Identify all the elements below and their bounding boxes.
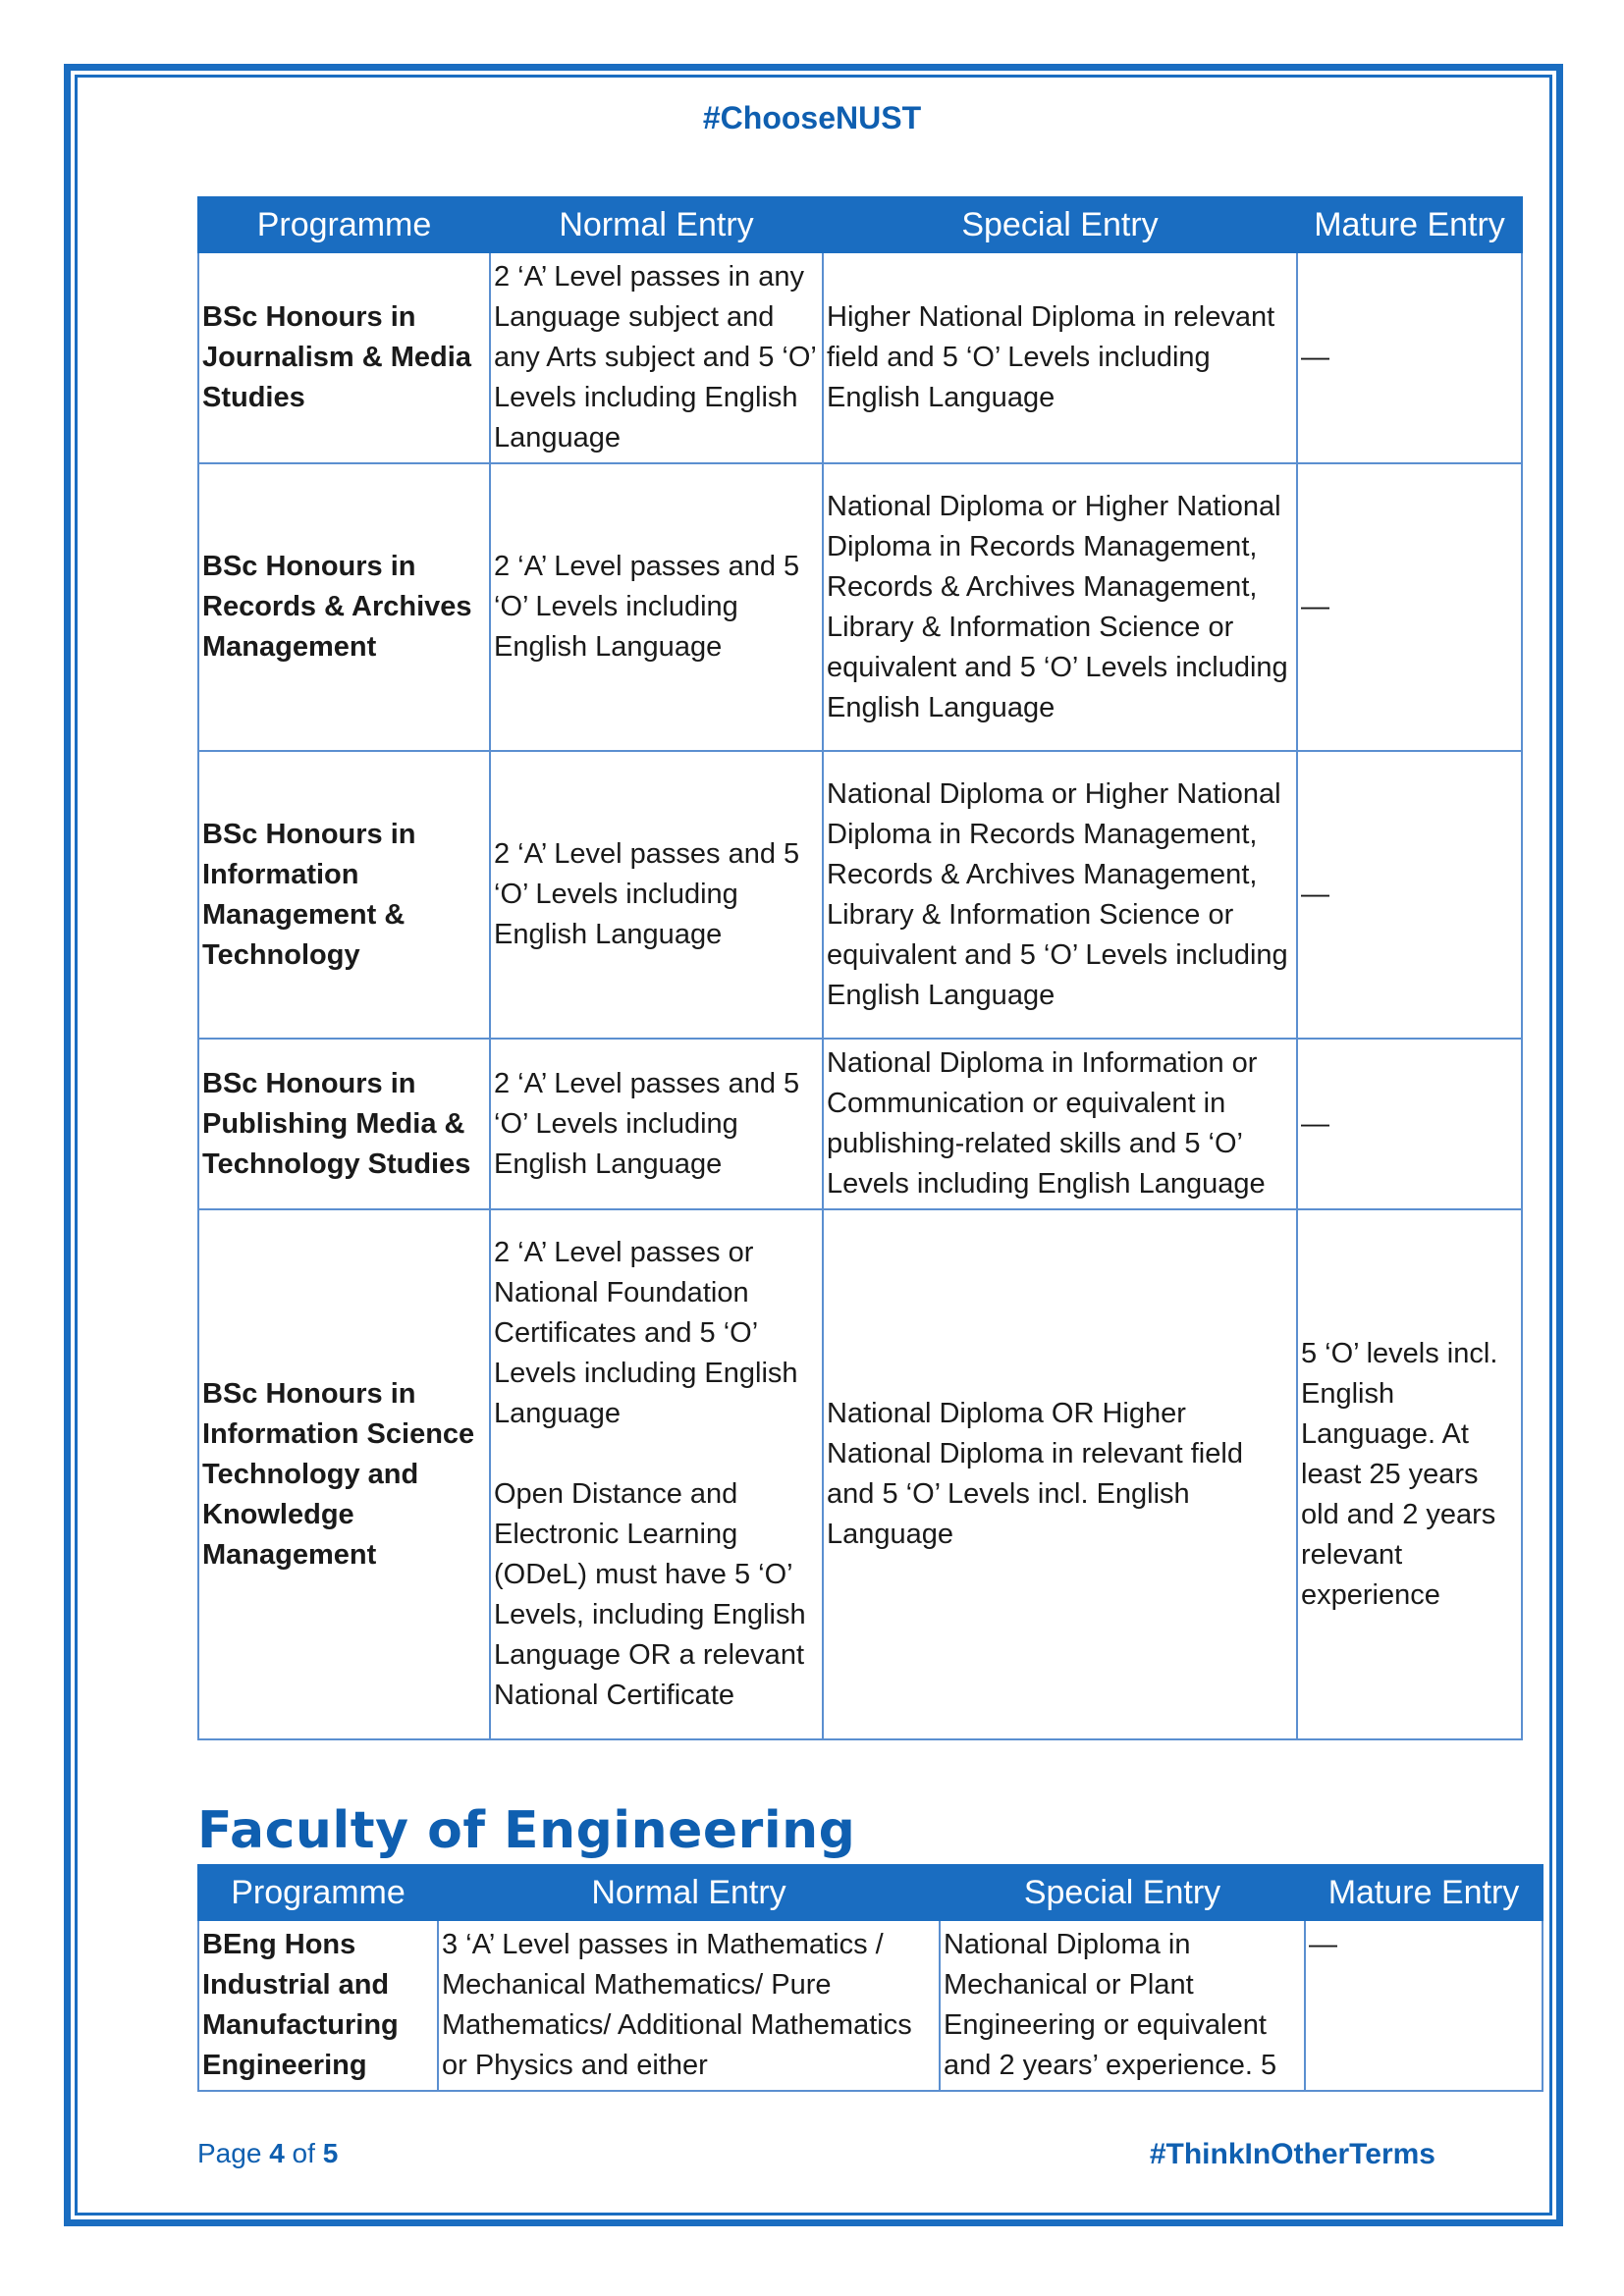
table-header-row	[198, 197, 1522, 252]
cell-programme: BEng Hons Industrial and Manufacturing Engineering	[198, 1920, 438, 2091]
cell-special-entry: National Diploma in Information or Communication or equivalent in publishing-related skills and 5 ‘O’ Levels including English Language	[823, 1039, 1297, 1209]
table-row	[198, 463, 1522, 751]
table-header-row	[198, 1865, 1543, 1920]
cell-mature-entry: —	[1297, 1039, 1522, 1209]
cell-mature-entry: —	[1297, 751, 1522, 1039]
cell-special-entry: National Diploma or Higher National Diploma in Records Management, Records & Archives Management, Library & Information Science or equivalent and 5 ‘O’ Levels including English Language	[823, 463, 1297, 751]
cell-normal-entry: 2 ‘A’ Level passes in any Language subject and any Arts subject and 5 ‘O’ Levels including English Language	[490, 252, 823, 463]
cell-programme: BSc Honours in Records & Archives Management	[198, 463, 490, 751]
table-row	[198, 252, 1522, 463]
cell-normal-entry: 2 ‘A’ Level passes and 5 ‘O’ Levels including English Language	[490, 1039, 823, 1209]
cell-programme: BSc Honours in Publishing Media & Technology Studies	[198, 1039, 490, 1209]
table-row	[198, 1209, 1522, 1739]
column-header-programme: Programme	[198, 197, 490, 252]
header-hashtag: #ChooseNUST	[702, 100, 922, 135]
footer-hashtag: #ThinkInOtherTerms	[1149, 2138, 1435, 2170]
cell-normal-entry: 2 ‘A’ Level passes or National Foundation Certificates and 5 ‘O’ Levels including English Language Open Distance and Electronic Learning (ODeL) must have 5 ‘O’ Levels, including English Language OR a relevant National Certificate	[490, 1209, 823, 1739]
cell-mature-entry: —	[1297, 463, 1522, 751]
column-header-mature-entry: Mature Entry	[1305, 1865, 1543, 1920]
cell-mature-entry: —	[1297, 252, 1522, 463]
column-header-special-entry: Special Entry	[940, 1865, 1305, 1920]
page-current: 4	[269, 2138, 285, 2168]
table-row	[198, 751, 1522, 1039]
page-number	[197, 2138, 338, 2169]
table-row	[198, 1920, 1543, 2091]
cell-normal-entry: 3 ‘A’ Level passes in Mathematics / Mechanical Mathematics/ Pure Mathematics/ Additional Mathematics or Physics and either	[438, 1920, 940, 2091]
faculty-heading: Faculty of Engineering	[197, 1801, 856, 1860]
cell-special-entry: National Diploma in Mechanical or Plant Engineering or equivalent and 2 years’ experience. 5	[940, 1920, 1305, 2091]
admission-table-2	[197, 1864, 1543, 2092]
cell-programme: BSc Honours in Information Science Technology and Knowledge Management	[198, 1209, 490, 1739]
table-row	[198, 1039, 1522, 1209]
column-header-programme: Programme	[198, 1865, 438, 1920]
cell-special-entry: Higher National Diploma in relevant field and 5 ‘O’ Levels including English Language	[823, 252, 1297, 463]
page-of: of	[292, 2138, 315, 2168]
cell-mature-entry: 5 ‘O’ levels incl. English Language. At least 25 years old and 2 years relevant experience	[1297, 1209, 1522, 1739]
column-header-normal-entry: Normal Entry	[438, 1865, 940, 1920]
cell-programme: BSc Honours in Journalism & Media Studies	[198, 252, 490, 463]
cell-special-entry: National Diploma or Higher National Diploma in Records Management, Records & Archives Management, Library & Information Science or equivalent and 5 ‘O’ Levels including English Language	[823, 751, 1297, 1039]
page-prefix: Page	[197, 2138, 262, 2168]
cell-normal-entry: 2 ‘A’ Level passes and 5 ‘O’ Levels including English Language	[490, 751, 823, 1039]
cell-mature-entry: —	[1305, 1920, 1543, 2091]
cell-special-entry: National Diploma OR Higher National Diploma in relevant field and 5 ‘O’ Levels incl. English Language	[823, 1209, 1297, 1739]
cell-programme: BSc Honours in Information Management & Technology	[198, 751, 490, 1039]
cell-normal-entry: 2 ‘A’ Level passes and 5 ‘O’ Levels including English Language	[490, 463, 823, 751]
column-header-mature-entry: Mature Entry	[1297, 197, 1522, 252]
column-header-normal-entry: Normal Entry	[490, 197, 823, 252]
page-total: 5	[322, 2138, 339, 2168]
admission-table-1	[197, 196, 1523, 1740]
column-header-special-entry: Special Entry	[823, 197, 1297, 252]
